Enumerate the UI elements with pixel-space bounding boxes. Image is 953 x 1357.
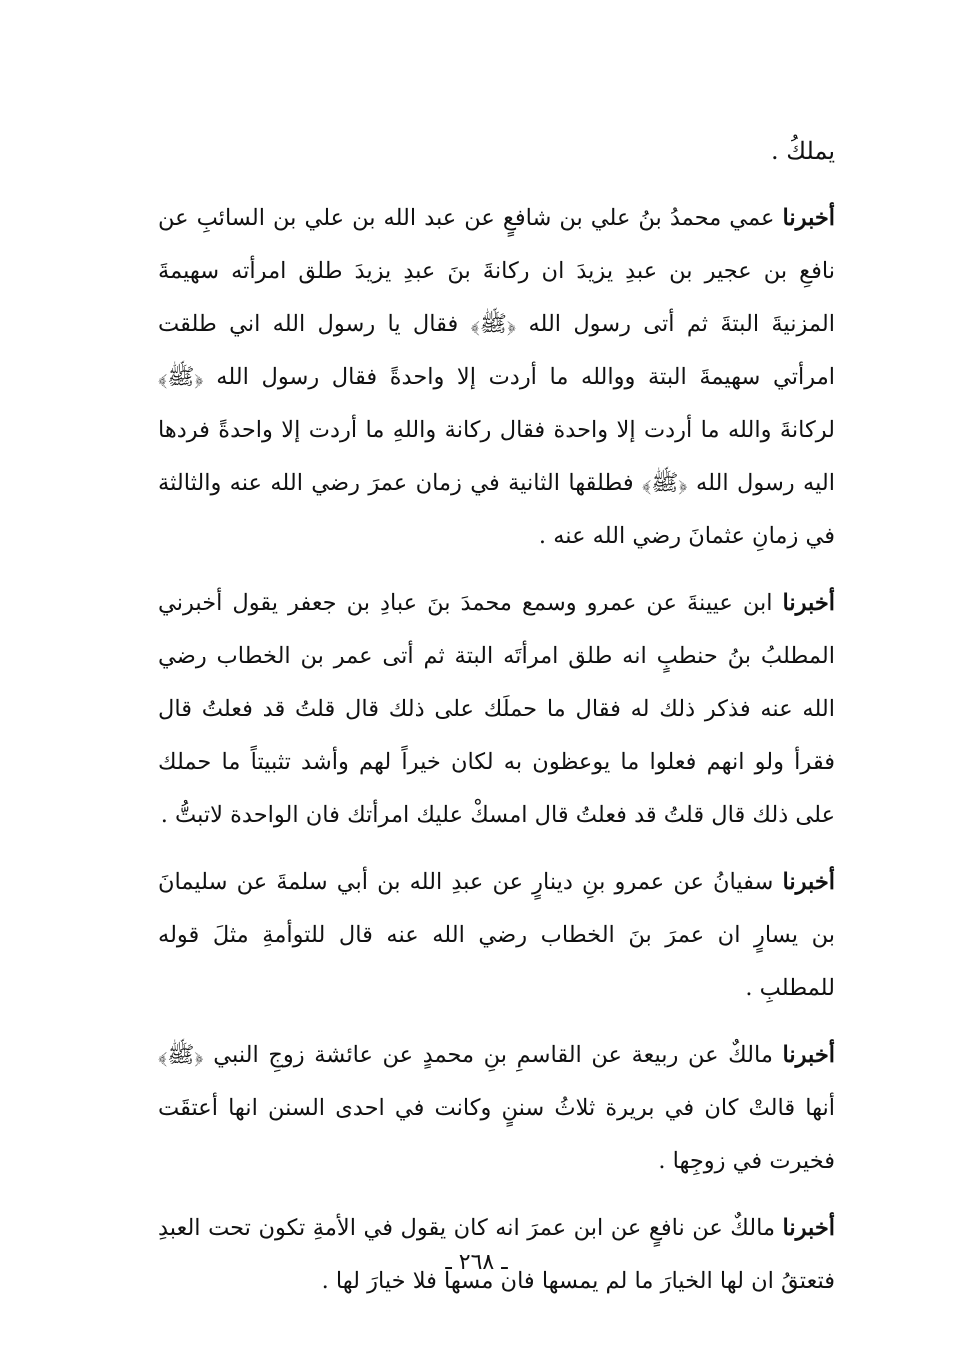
hadith-paragraph-3: [158, 856, 835, 1015]
page-number: ـ ٢٦٨ ـ: [445, 1250, 508, 1275]
paragraph-text: سفيانُ عن عمرو بنِ دينارٍ عن عبدِ الله بن أبي سلمةَ عن سليمانَ بن يسارٍ ان عمرَ بنَ الخطاب رضي الله عنه قال للتوأمةِ مثلَ قوله للمطلبِ .: [158, 869, 835, 1001]
paragraph-text: مالكٌ عن نافعٍ عن ابن عمرَ انه كان يقول في الأمةِ تكون تحت العبدِ فتعتقُ ان لها الخيارَ ما لم يمسها فان مسها فلا خيارَ لها .: [158, 1215, 835, 1294]
paragraph-lead-word: أخبرنا: [782, 1215, 835, 1241]
continuation-fragment: يملكُ .: [771, 137, 835, 165]
paragraph-text: ابن عيينةَ عن عمرو وسمع محمدَ بنَ عبادِ بن جعفر يقول أخبرني المطلبُ بنُ حنطبٍ انه طلق امرأتَه البتة ثم أتى عمر بن الخطاب رضي الله عنه فذكر ذلك له فقال ما حملَك على ذلك قال قلتُ قد فعلتُ قال فقرأ ولو انهم فعلوا ما يوعظون به لكان خيراً لهم وأشد تثبيتاً ما حملك على ذلك قال قلتُ قد فعلتُ قال امسكْ عليك امرأتك فان الواحدة لاتبتُّ .: [158, 590, 835, 828]
hadith-paragraph-2: [158, 577, 835, 842]
paragraph-lead-word: أخبرنا: [782, 590, 835, 616]
paragraph-lead-word: أخبرنا: [782, 1042, 835, 1068]
paragraph-lead-word: أخبرنا: [782, 205, 836, 231]
paragraph-text: عمي محمدُ بنُ علي بن شافعٍ عن عبد الله بن علي بن السائبِ عن نافعِ بن عجير بن عبدِ يزيدَ ان ركانةَ بنَ عبدِ يزيدَ طلق امرأته سهيمةَ المزنيةَ البتةَ ثم أتى رسول الله ﴿ﷺ﴾ فقال يا رسول الله اني طلقت امرأتي سهيمةَ البتة ووالله ما أردت إلا واحدةً فقال رسول الله ﴿ﷺ﴾ لركانةَ والله ما أردت إلا واحدة فقال ركانة واللهِ ما أردت إلا واحدةً فردها اليه رسول الله ﴿ﷺ﴾ فطلقها الثانية في زمان عمرَ رضي الله عنه والثالثة في زمانِ عثمانَ رضي الله عنه .: [158, 205, 835, 549]
hadith-paragraph-4: [158, 1029, 835, 1188]
paragraph-lead-word: أخبرنا: [782, 869, 835, 895]
hadith-paragraph-1: [158, 192, 835, 563]
paragraph-text: مالكٌ عن ربيعة عن القاسمِ بنِ محمدٍ عن عائشة زوجِ النبي ﴿ﷺ﴾ أنها قالتْ كان في بريرة ثلاثُ سننٍ وكانت في احدى السنن انها أعتقَت فخيرت في زوجِها .: [158, 1042, 835, 1174]
